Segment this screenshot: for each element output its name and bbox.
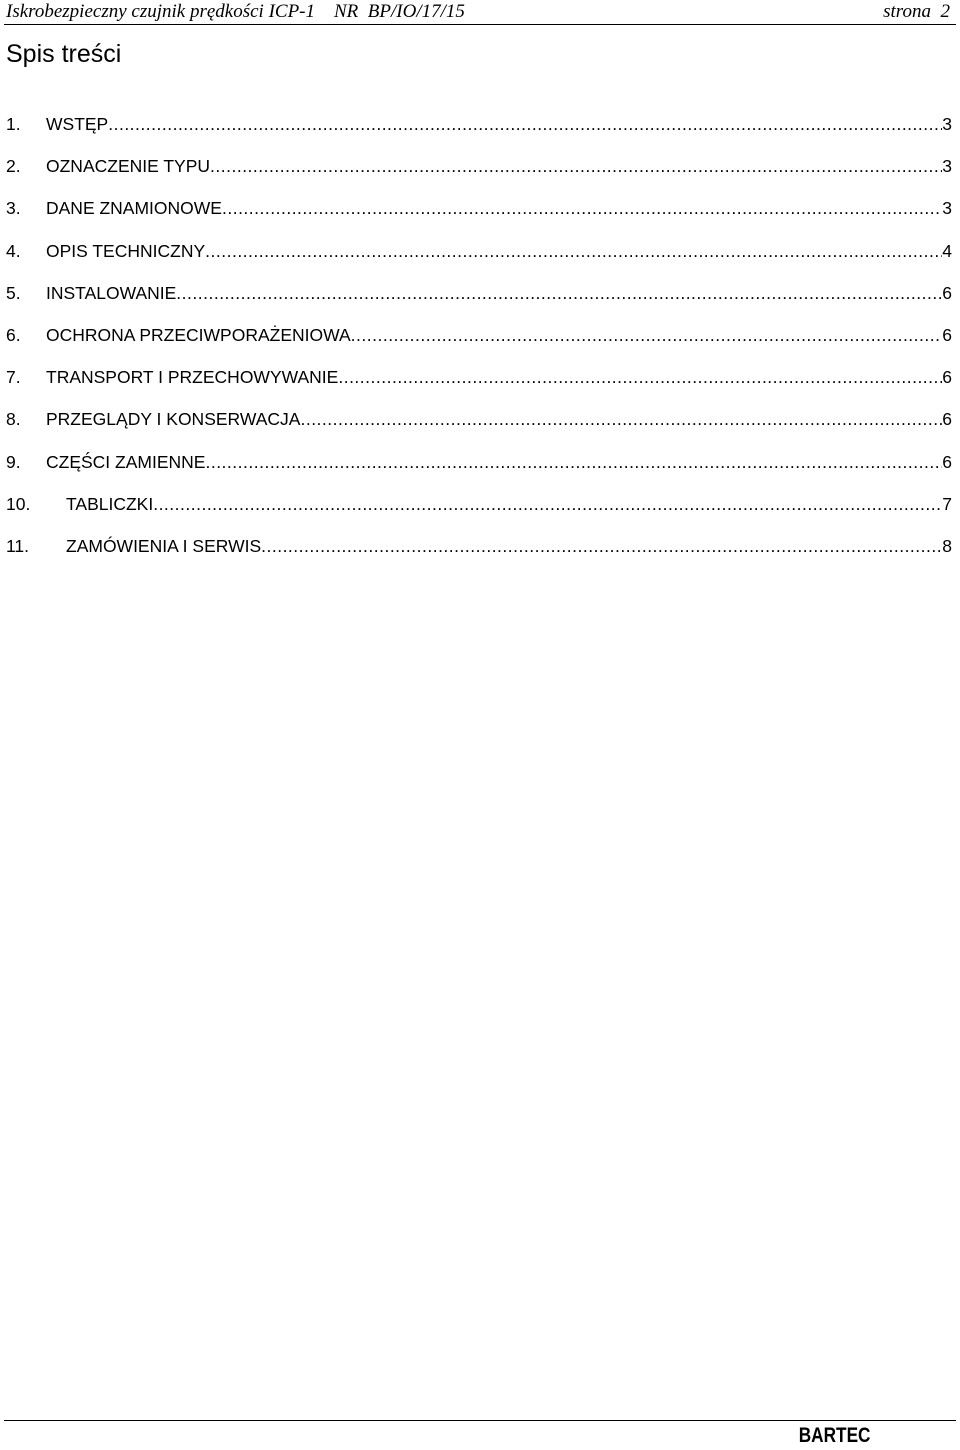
- toc-entry-number: 4.: [6, 240, 21, 261]
- toc-entry-przeglady[interactable]: [6, 407, 952, 449]
- toc-entry-title: INSTALOWANIE: [46, 282, 177, 303]
- toc-entry-title: DANE ZNAMIONOWE: [46, 198, 222, 219]
- toc-entry-number: 5.: [6, 282, 21, 303]
- toc-entry-number: 11.: [6, 535, 30, 556]
- toc-entry-title: OZNACZENIE TYPU: [46, 156, 211, 177]
- toc-entry-wstep[interactable]: [6, 112, 952, 154]
- toc-entry-zamowienia-serwis[interactable]: [6, 534, 952, 576]
- page-header: [4, 0, 956, 25]
- toc-dot-leader: [351, 323, 943, 347]
- toc-dot-leader: [205, 239, 942, 263]
- toc-dot-leader: [153, 492, 942, 516]
- toc-entry-page: 3: [942, 156, 952, 177]
- toc-entry-page: 8: [942, 535, 952, 556]
- toc-heading: Spis treści: [6, 40, 122, 68]
- toc-entry-title: TABLICZKI: [66, 493, 154, 514]
- toc-entry-page: 6: [942, 451, 952, 472]
- toc-entry-title: WSTĘP: [46, 114, 109, 134]
- toc-entry-title: OCHRONA PRZECIWPORAŻENIOWA: [46, 324, 351, 345]
- document-title: Iskrobezpieczny czujnik prędkości ICP-1 NR BP/IO/17/15: [6, 1, 465, 22]
- toc-entry-number: 8.: [6, 409, 21, 430]
- toc-entry-number: 10.: [6, 493, 31, 514]
- toc-dot-leader: [338, 365, 942, 389]
- toc-dot-leader: [222, 196, 942, 220]
- company-logo: BARTEC: [798, 1424, 870, 1447]
- table-of-contents: [6, 112, 952, 576]
- toc-entry-title: TRANSPORT I PRZECHOWYWANIE: [46, 367, 339, 388]
- toc-entry-title: PRZEGLĄDY I KONSERWACJA: [46, 409, 301, 430]
- toc-entry-page: 3: [942, 114, 952, 134]
- toc-dot-leader: [205, 450, 942, 474]
- toc-dot-leader: [300, 407, 942, 431]
- toc-entry-number: 9.: [6, 451, 21, 472]
- toc-entry-number: 3.: [6, 198, 21, 219]
- toc-entry-page: 6: [942, 409, 952, 430]
- toc-entry-title: OPIS TECHNICZNY: [46, 240, 206, 261]
- toc-entry-number: 2.: [6, 156, 21, 177]
- toc-entry-page: 3: [942, 198, 952, 219]
- toc-dot-leader: [108, 112, 942, 136]
- toc-entry-title: ZAMÓWIENIA I SERWIS: [66, 535, 262, 556]
- toc-entry-number: 7.: [6, 367, 21, 388]
- toc-dot-leader: [210, 154, 942, 178]
- toc-entry-ochrona-przeciwporazeniowa[interactable]: [6, 323, 952, 365]
- page-number: strona 2: [883, 1, 950, 22]
- toc-dot-leader: [261, 534, 942, 558]
- toc-entry-page: 6: [942, 282, 952, 303]
- page-footer: [4, 1420, 956, 1450]
- toc-entry-page: 6: [942, 324, 952, 345]
- toc-entry-oznaczenie-typu[interactable]: [6, 154, 952, 196]
- toc-entry-tabliczki[interactable]: [6, 492, 952, 534]
- toc-dot-leader: [176, 281, 942, 305]
- toc-entry-number: 6.: [6, 324, 21, 345]
- toc-entry-page: 6: [942, 367, 952, 388]
- toc-entry-page: 7: [942, 493, 952, 514]
- toc-entry-instalowanie[interactable]: [6, 281, 952, 323]
- toc-entry-title: CZĘŚCI ZAMIENNE: [46, 451, 206, 472]
- toc-entry-page: 4: [942, 240, 952, 261]
- toc-entry-czesci-zamienne[interactable]: [6, 450, 952, 492]
- toc-entry-dane-znamionowe[interactable]: [6, 196, 952, 238]
- toc-entry-opis-techniczny[interactable]: [6, 239, 952, 281]
- toc-entry-transport[interactable]: [6, 365, 952, 407]
- toc-entry-number: 1.: [6, 114, 21, 134]
